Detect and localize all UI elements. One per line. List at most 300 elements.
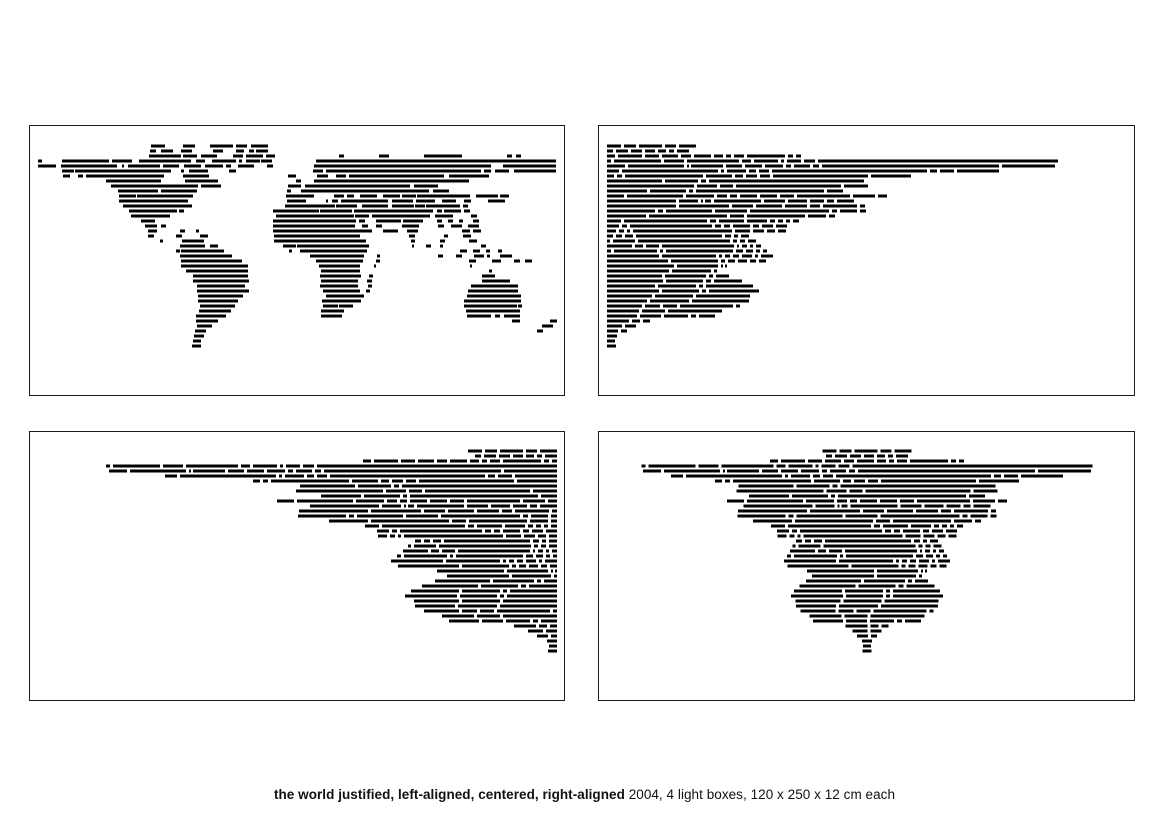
shifted-line-segment — [843, 480, 851, 483]
map-line-segment — [500, 255, 512, 258]
shifted-line-segment — [253, 465, 277, 468]
shifted-line-segment — [930, 170, 937, 173]
shifted-line-segment — [975, 520, 981, 523]
shifted-line-segment — [870, 620, 894, 623]
map-line-segment — [210, 245, 218, 248]
shifted-line-segment — [742, 255, 752, 258]
shifted-line-segment — [936, 555, 940, 558]
shifted-line-segment — [506, 535, 521, 538]
map-line-segment — [321, 270, 360, 273]
map-line-segment — [148, 230, 157, 233]
map-line-segment — [321, 315, 342, 318]
map-line-segment — [283, 245, 296, 248]
shifted-line-segment — [902, 560, 907, 563]
shifted-line-segment — [639, 145, 662, 148]
shifted-line-segment — [810, 200, 824, 203]
map-line-segment — [424, 155, 462, 158]
shifted-line-segment — [973, 500, 995, 503]
shifted-line-segment — [826, 455, 832, 458]
shifted-line-segment — [814, 540, 822, 543]
shifted-line-segment — [994, 475, 1001, 478]
shifted-line-segment — [720, 185, 733, 188]
shifted-line-segment — [838, 495, 966, 498]
shifted-line-segment — [547, 640, 557, 643]
shifted-line-segment — [442, 615, 474, 618]
shifted-line-segment — [607, 210, 655, 213]
shifted-line-segment — [719, 220, 744, 223]
shifted-line-segment — [404, 555, 447, 558]
shifted-line-segment — [364, 495, 400, 498]
shifted-line-segment — [738, 510, 807, 513]
shifted-line-segment — [462, 600, 500, 603]
shifted-line-segment — [916, 510, 938, 513]
map-line-segment — [503, 165, 556, 168]
map-line-segment — [412, 245, 414, 248]
shifted-line-segment — [829, 550, 842, 553]
shifted-line-segment — [1004, 475, 1018, 478]
shifted-line-segment — [677, 265, 718, 268]
shifted-line-segment — [649, 465, 696, 468]
shifted-line-segment — [617, 175, 622, 178]
shifted-line-segment — [515, 475, 557, 478]
shifted-line-segment — [640, 315, 661, 318]
shifted-line-segment — [753, 230, 764, 233]
shifted-line-segment — [742, 160, 751, 163]
shifted-line-segment — [699, 465, 719, 468]
shifted-line-segment — [551, 525, 557, 528]
map-line-segment — [119, 195, 136, 198]
shifted-line-segment — [998, 500, 1007, 503]
shifted-line-segment — [733, 240, 737, 243]
shifted-line-segment — [477, 525, 502, 528]
shifted-line-segment — [933, 550, 936, 553]
shifted-line-segment — [671, 260, 718, 263]
shifted-line-segment — [812, 575, 874, 578]
shifted-line-segment — [228, 470, 244, 473]
map-line-segment — [407, 230, 418, 233]
shifted-line-segment — [671, 475, 683, 478]
shifted-line-segment — [614, 160, 661, 163]
shifted-line-segment — [392, 530, 397, 533]
shifted-line-segment — [642, 310, 665, 313]
shifted-line-segment — [109, 470, 127, 473]
shifted-line-segment — [404, 535, 503, 538]
shifted-line-segment — [709, 180, 864, 183]
shifted-line-segment — [839, 610, 854, 613]
map-line-segment — [464, 305, 517, 308]
shifted-line-segment — [959, 460, 964, 463]
shifted-line-segment — [513, 505, 527, 508]
world-justified-lines — [30, 126, 566, 397]
map-line-segment — [266, 155, 275, 158]
shifted-line-segment — [618, 155, 642, 158]
shifted-line-segment — [607, 345, 616, 348]
shifted-line-segment — [954, 520, 972, 523]
map-line-segment — [38, 160, 42, 163]
shifted-line-segment — [908, 580, 912, 583]
map-line-segment — [163, 165, 179, 168]
map-line-segment — [516, 155, 521, 158]
shifted-line-segment — [664, 470, 720, 473]
shifted-line-segment — [381, 480, 389, 483]
map-line-segment — [474, 255, 484, 258]
shifted-line-segment — [827, 190, 843, 193]
shifted-line-segment — [755, 255, 758, 258]
map-line-segment — [196, 160, 205, 163]
shifted-line-segment — [877, 570, 918, 573]
shifted-line-segment — [607, 340, 615, 343]
map-line-segment — [435, 215, 453, 218]
shifted-line-segment — [616, 235, 622, 238]
map-line-segment — [451, 225, 462, 228]
shifted-line-segment — [767, 230, 775, 233]
shifted-line-segment — [299, 510, 368, 513]
map-line-segment — [369, 275, 373, 278]
map-line-segment — [507, 155, 512, 158]
shifted-line-segment — [790, 535, 795, 538]
shifted-line-segment — [477, 510, 499, 513]
shifted-line-segment — [923, 530, 929, 533]
shifted-line-segment — [193, 470, 225, 473]
shifted-line-segment — [406, 480, 416, 483]
shifted-line-segment — [546, 630, 557, 633]
map-line-segment — [118, 190, 158, 193]
shifted-line-segment — [919, 545, 923, 548]
shifted-line-segment — [789, 465, 813, 468]
shifted-line-segment — [526, 555, 533, 558]
shifted-line-segment — [954, 510, 988, 513]
map-line-segment — [317, 175, 328, 178]
shifted-line-segment — [844, 600, 882, 603]
shifted-line-segment — [715, 480, 722, 483]
shifted-line-segment — [762, 225, 773, 228]
shifted-line-segment — [607, 195, 624, 198]
shifted-line-segment — [792, 495, 828, 498]
shifted-line-segment — [544, 525, 548, 528]
shifted-line-segment — [886, 595, 890, 598]
map-line-segment — [414, 185, 438, 188]
shifted-line-segment — [378, 535, 387, 538]
map-line-segment — [236, 150, 244, 153]
shifted-line-segment — [545, 455, 557, 458]
shifted-line-segment — [823, 450, 837, 453]
shifted-line-segment — [689, 190, 693, 193]
map-line-segment — [377, 255, 380, 258]
map-line-segment — [161, 150, 173, 153]
shifted-line-segment — [534, 545, 538, 548]
shifted-line-segment — [553, 555, 557, 558]
shifted-line-segment — [263, 480, 268, 483]
shifted-line-segment — [796, 600, 841, 603]
shifted-line-segment — [538, 535, 546, 538]
map-line-segment — [438, 225, 444, 228]
shifted-line-segment — [551, 515, 557, 518]
shifted-line-segment — [894, 530, 900, 533]
map-line-segment — [184, 165, 201, 168]
shifted-line-segment — [788, 565, 849, 568]
shifted-line-segment — [949, 535, 957, 538]
map-line-segment — [467, 315, 491, 318]
shifted-line-segment — [850, 490, 863, 493]
shifted-line-segment — [607, 280, 663, 283]
shifted-line-segment — [414, 545, 436, 548]
shifted-line-segment — [947, 505, 961, 508]
shifted-line-segment — [923, 540, 927, 543]
map-line-segment — [201, 185, 221, 188]
shifted-line-segment — [778, 220, 783, 223]
map-line-segment — [525, 260, 532, 263]
shifted-line-segment — [382, 505, 401, 508]
map-line-segment — [481, 245, 486, 248]
artwork-title: the world justified, left-aligned, centered, right-aligned — [273, 787, 625, 802]
shifted-line-segment — [849, 470, 855, 473]
map-line-segment — [339, 155, 344, 158]
shifted-line-segment — [446, 560, 500, 563]
shifted-line-segment — [721, 265, 723, 268]
shifted-line-segment — [607, 265, 674, 268]
map-line-segment — [246, 155, 263, 158]
shifted-line-segment — [505, 525, 525, 528]
shifted-line-segment — [607, 310, 639, 313]
shifted-line-segment — [932, 560, 935, 563]
map-line-segment — [360, 195, 377, 198]
shifted-line-segment — [876, 520, 890, 523]
shifted-line-segment — [736, 250, 743, 253]
shifted-line-segment — [544, 580, 557, 583]
shifted-line-segment — [409, 490, 422, 493]
shifted-line-segment — [919, 565, 928, 568]
shifted-line-segment — [756, 205, 782, 208]
shifted-line-segment — [285, 475, 304, 478]
map-line-segment — [236, 145, 247, 148]
shifted-line-segment — [624, 145, 636, 148]
map-line-segment — [180, 245, 205, 248]
shifted-line-segment — [991, 510, 996, 513]
shifted-line-segment — [636, 235, 722, 238]
shifted-line-segment — [778, 230, 786, 233]
shifted-line-segment — [392, 480, 403, 483]
map-line-segment — [409, 235, 415, 238]
shifted-line-segment — [746, 250, 753, 253]
shifted-line-segment — [845, 550, 917, 553]
shifted-line-segment — [881, 605, 938, 608]
shifted-line-segment — [433, 540, 441, 543]
shifted-line-segment — [296, 470, 312, 473]
shifted-line-segment — [317, 465, 557, 468]
shifted-line-segment — [614, 250, 657, 253]
shifted-line-segment — [818, 550, 826, 553]
shifted-line-segment — [747, 500, 803, 503]
shifted-line-segment — [747, 220, 767, 223]
map-line-segment — [469, 240, 477, 243]
shifted-line-segment — [885, 600, 939, 603]
shifted-line-segment — [883, 525, 908, 528]
map-line-segment — [273, 220, 356, 223]
shifted-line-segment — [725, 235, 731, 238]
shifted-line-segment — [542, 540, 546, 543]
map-line-segment — [287, 200, 306, 203]
map-line-segment — [313, 170, 323, 173]
shifted-line-segment — [822, 470, 827, 473]
shifted-line-segment — [760, 195, 777, 198]
shifted-line-segment — [893, 595, 943, 598]
shifted-line-segment — [706, 175, 732, 178]
map-line-segment — [320, 285, 358, 288]
shifted-line-segment — [699, 315, 715, 318]
shifted-line-segment — [607, 305, 642, 308]
map-line-segment — [261, 160, 272, 163]
shifted-line-segment — [458, 605, 497, 608]
map-line-segment — [249, 150, 254, 153]
shifted-line-segment — [494, 530, 500, 533]
shifted-line-segment — [785, 475, 788, 478]
shifted-line-segment — [286, 465, 300, 468]
map-line-segment — [355, 215, 369, 218]
shifted-line-segment — [895, 450, 912, 453]
shifted-line-segment — [628, 165, 684, 168]
shifted-line-segment — [934, 545, 942, 548]
shifted-line-segment — [404, 505, 406, 508]
shifted-line-segment — [387, 500, 397, 503]
shifted-line-segment — [130, 470, 186, 473]
shifted-line-segment — [650, 300, 689, 303]
shifted-line-segment — [747, 155, 785, 158]
map-line-segment — [487, 255, 490, 258]
map-line-segment — [205, 165, 223, 168]
shifted-line-segment — [415, 605, 455, 608]
map-line-segment — [273, 230, 372, 233]
shifted-line-segment — [696, 295, 750, 298]
map-line-segment — [319, 265, 360, 268]
shifted-line-segment — [900, 500, 914, 503]
shifted-line-segment — [650, 190, 686, 193]
shifted-line-segment — [863, 650, 872, 653]
shifted-line-segment — [490, 460, 500, 463]
shifted-line-segment — [857, 610, 871, 613]
shifted-line-segment — [715, 210, 747, 213]
shifted-line-segment — [607, 330, 618, 333]
shifted-line-segment — [324, 470, 501, 473]
shifted-line-segment — [868, 480, 878, 483]
map-line-segment — [78, 175, 83, 178]
shifted-line-segment — [625, 325, 636, 328]
shifted-line-segment — [765, 165, 783, 168]
shifted-line-segment — [551, 570, 553, 573]
shifted-line-segment — [307, 475, 314, 478]
map-line-segment — [470, 265, 472, 268]
shifted-line-segment — [794, 165, 810, 168]
shifted-line-segment — [619, 230, 624, 233]
map-line-segment — [149, 155, 157, 158]
map-line-segment — [314, 165, 491, 168]
shifted-line-segment — [551, 520, 557, 523]
shifted-line-segment — [860, 205, 865, 208]
map-line-segment — [310, 255, 364, 258]
shifted-line-segment — [607, 270, 669, 273]
map-line-segment — [122, 165, 124, 168]
shifted-line-segment — [807, 570, 874, 573]
shifted-line-segment — [857, 635, 868, 638]
shifted-line-segment — [938, 560, 950, 563]
map-line-segment — [183, 145, 195, 148]
map-line-segment — [210, 145, 233, 148]
shifted-line-segment — [714, 270, 717, 273]
shifted-line-segment — [917, 500, 970, 503]
map-line-segment — [462, 230, 470, 233]
shifted-line-segment — [871, 635, 877, 638]
shifted-line-segment — [352, 480, 378, 483]
shifted-line-segment — [810, 510, 860, 513]
map-line-segment — [467, 295, 521, 298]
map-line-segment — [459, 220, 463, 223]
shifted-line-segment — [842, 505, 848, 508]
shifted-line-segment — [924, 535, 935, 538]
shifted-line-segment — [701, 200, 703, 203]
shifted-line-segment — [526, 450, 537, 453]
map-line-segment — [160, 240, 163, 243]
shifted-line-segment — [846, 595, 883, 598]
shifted-line-segment — [607, 260, 668, 263]
shifted-line-segment — [607, 240, 610, 243]
map-line-segment — [320, 210, 352, 213]
shifted-line-segment — [804, 160, 815, 163]
shifted-line-segment — [733, 255, 739, 258]
shifted-line-segment — [645, 155, 659, 158]
shifted-line-segment — [279, 475, 282, 478]
map-line-segment — [368, 285, 372, 288]
shifted-line-segment — [253, 480, 260, 483]
shifted-line-segment — [835, 455, 847, 458]
shifted-line-segment — [622, 170, 718, 173]
shifted-line-segment — [706, 285, 753, 288]
shifted-line-segment — [546, 555, 550, 558]
map-line-segment — [492, 260, 501, 263]
shifted-line-segment — [897, 460, 907, 463]
shifted-line-segment — [363, 460, 371, 463]
shifted-line-segment — [719, 255, 722, 258]
shifted-line-segment — [538, 550, 543, 553]
shifted-line-segment — [839, 605, 878, 608]
shifted-line-segment — [714, 280, 742, 283]
shifted-line-segment — [816, 505, 835, 508]
shifted-line-segment — [797, 195, 850, 198]
shifted-line-segment — [113, 465, 160, 468]
map-line-segment — [473, 250, 480, 253]
shifted-line-segment — [607, 225, 619, 228]
shifted-line-segment — [785, 205, 807, 208]
shifted-line-segment — [551, 635, 557, 638]
shifted-line-segment — [846, 555, 913, 558]
map-line-segment — [403, 220, 423, 223]
map-line-segment — [176, 250, 180, 253]
map-line-segment — [111, 185, 198, 188]
shifted-line-segment — [880, 500, 897, 503]
shifted-line-segment — [517, 560, 523, 563]
shifted-line-segment — [979, 480, 1019, 483]
map-line-segment — [326, 295, 364, 298]
shifted-line-segment — [523, 500, 545, 503]
shifted-line-segment — [727, 170, 746, 173]
shifted-line-segment — [814, 480, 840, 483]
shifted-line-segment — [777, 530, 789, 533]
shifted-line-segment — [824, 545, 916, 548]
shifted-line-segment — [607, 325, 622, 328]
shifted-line-segment — [480, 610, 494, 613]
shifted-line-segment — [502, 510, 512, 513]
shifted-line-segment — [793, 220, 799, 223]
shifted-line-segment — [540, 505, 557, 508]
shifted-line-segment — [403, 495, 407, 498]
